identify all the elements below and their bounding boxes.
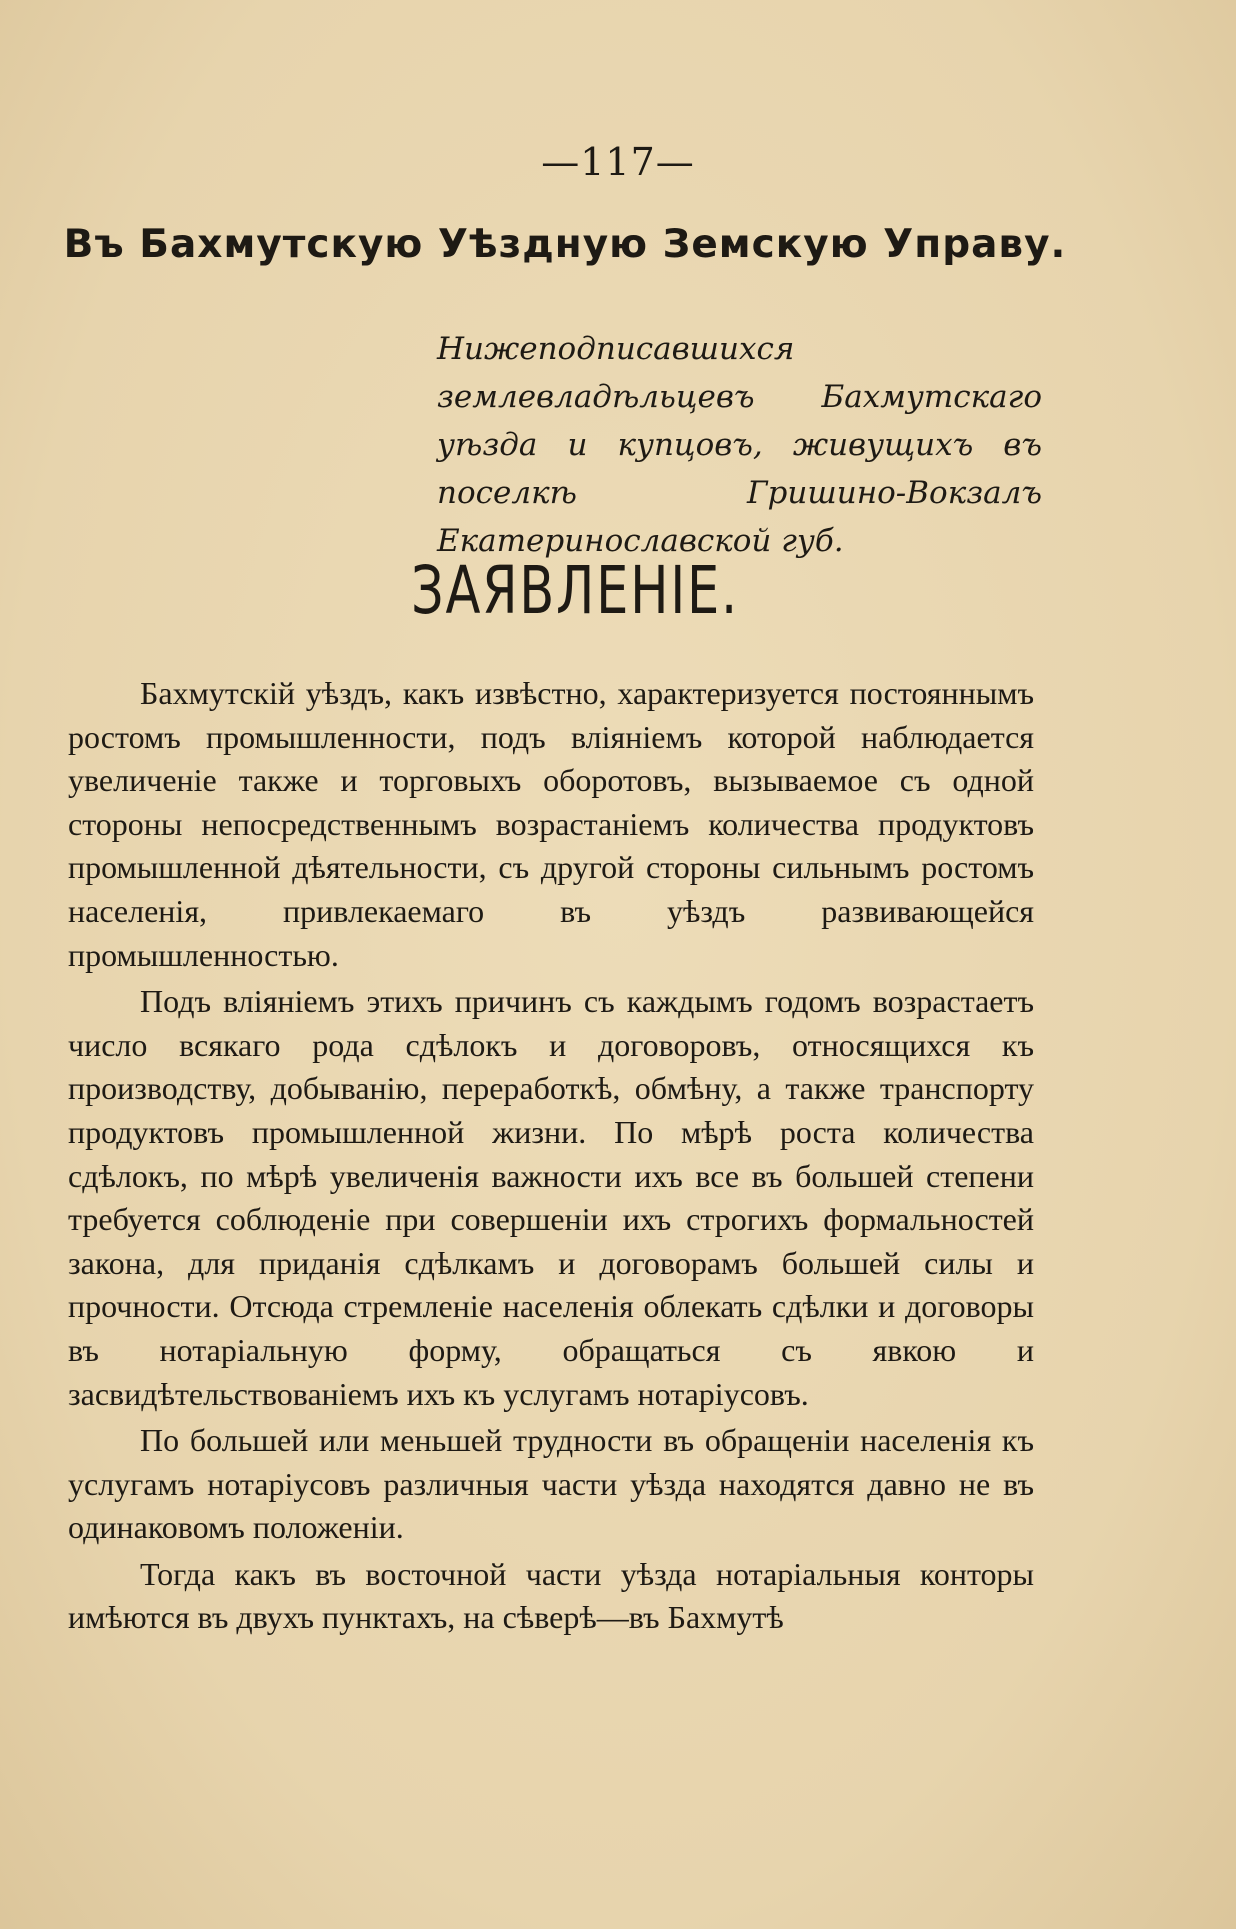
body-text bbox=[68, 672, 1034, 1640]
page-number: —117— bbox=[541, 140, 695, 184]
paragraph: Подъ вліяніемъ этихъ причинъ съ каждымъ годомъ возрастаетъ число всякаго рода сдѣлокъ и договоровъ, относящихся къ производству, добыванію, переработкѣ, обмѣну, а также транспорту продуктовъ промышленной жизни. По мѣрѣ роста количества сдѣлокъ, по мѣрѣ увеличенія важности ихъ все въ большей степени требуется соблюденіе при совершеніи ихъ строгихъ формальностей закона, для приданія сдѣлкамъ и договорамъ большей силы и прочности. Отсюда стремленіе населенія облекать сдѣлки и договоры въ нотаріальную форму, обращаться съ явкою и засвидѣтельствованіемъ ихъ къ услугамъ нотаріусовъ. bbox=[68, 983, 1034, 1412]
paragraph: По большей или меньшей трудности въ обращеніи населенія къ услугамъ нотаріусовъ различныя части уѣзда находятся давно не въ одинаковомъ положеніи. bbox=[68, 1422, 1034, 1546]
paragraph: Тогда какъ въ восточной части уѣзда нотаріальныя конторы имѣются въ двухъ пунктахъ, на сѣверѣ—въ Бахмутѣ bbox=[68, 1555, 1034, 1636]
addressee-heading: Въ Бахмутскую Уѣздную Земскую Управу. bbox=[63, 222, 1067, 267]
paragraph: Бахмутскій уѣздъ, какъ извѣстно, характеризуется постояннымъ ростомъ промышленности, подъ вліяніемъ которой наблюдается увеличеніе также и торговыхъ оборотовъ, вызываемое съ одной стороны непосредственнымъ возрастаніемъ количества продуктовъ промышленной дѣятельности, съ другой стороны сильнымъ ростомъ населенія, привлекаемаго въ уѣздъ развивающейся промышленностью. bbox=[68, 675, 1034, 973]
document-title: ЗАЯВЛЕНІЕ. bbox=[411, 552, 739, 629]
petitioners-block: Нижеподписавшихся землевладѣльцевъ Бахмутскаго уѣзда и купцовъ, живущихъ въ поселкѣ Гришино-Вокзалъ Екатеринославской губ. bbox=[437, 331, 1042, 559]
